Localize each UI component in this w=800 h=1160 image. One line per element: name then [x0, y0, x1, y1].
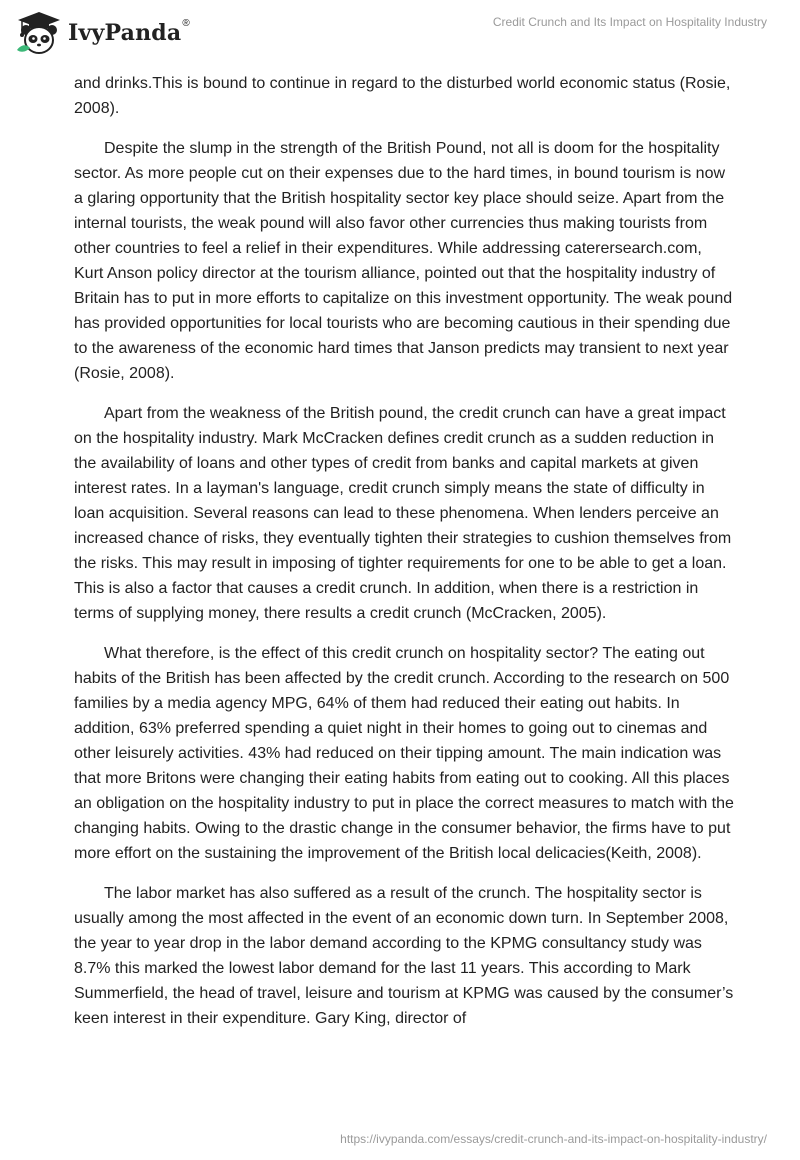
essay-body — [74, 71, 734, 1046]
page-header — [0, 0, 800, 70]
panda-graduate-icon — [14, 10, 64, 56]
paragraph: The labor market has also suffered as a result of the crunch. The hospitality sector is usually among the most affected in the event of an economic down turn. In September 2008, the year to year drop in the labor demand according to the KPMG consultancy study was 8.7% this marked the lowest labor demand for the last 11 years. This according to Mark Summerfield, the head of travel, leisure and tourism at KPMG was caused by the consumer’s keen interest in their expenditure. Gary King, director of — [74, 885, 734, 1027]
brand-name: IvyPanda® — [68, 18, 190, 46]
ivypanda-logo[interactable] — [14, 10, 224, 56]
paragraph: and drinks.This is bound to continue in regard to the disturbed world economic status (Rosie, 2008). — [74, 75, 731, 117]
document-title: Credit Crunch and Its Impact on Hospitality Industry — [492, 15, 767, 29]
paragraph: Apart from the weakness of the British pound, the credit crunch can have a great impact on the hospitality industry. Mark McCracken defines credit crunch as a sudden reduction in the availability of loans and other types of credit from banks and capital markets at given interest rates. In a layman's language, credit crunch simply means the state of difficulty in loan acquisition. Several reasons can lead to these phenomena. When lenders perceive an increased chance of risks, they eventually tighten their strategies to cushion themselves from the risks. This may result in imposing of tighter requirements for one to be able to get a loan. This is also a factor that causes a credit crunch. In addition, when there is a restriction in terms of supplying money, there results a credit crunch (McCracken, 2005). — [74, 405, 732, 622]
source-url[interactable]: https://ivypanda.com/essays/credit-crunch-and-its-impact-on-hospitality-industry/ — [340, 1132, 767, 1146]
paragraph: Despite the slump in the strength of the British Pound, not all is doom for the hospitality sector. As more people cut on their expenses due to the hard times, in bound tourism is now a glaring opportunity that the British hospitality sector key place should seize. Apart from the internal tourists, the weak pound will also favor other currencies thus making tourists from other countries to feel a relief in their expenditures. While addressing caterersearch.com, Kurt Anson policy director at the tourism alliance, pointed out that the hospitality industry of Britain has to put in more efforts to capitalize on this investment opportunity. The weak pound has provided opportunities for local tourists who are becoming cautious in their spending due to the awareness of the economic hard times that Janson predicts may transient to next year (Rosie, 2008). — [74, 140, 733, 382]
paragraph: What therefore, is the effect of this credit crunch on hospitality sector? The eating out habits of the British has been affected by the credit crunch. According to the research on 500 families by a media agency MPG, 64% of them had reduced their eating out habits. In addition, 63% preferred spending a quiet night in their homes to going out to cinemas and other leisurely activities. 43% had reduced on their tipping amount. The main indication was that more Britons were changing their eating habits from eating out to cooking. All this places an obligation on the hospitality industry to put in place the correct measures to match with the changing habits. Owing to the drastic change in the consumer behavior, the firms have to put more effort on the sustaining the improvement of the British local delicacies(Keith, 2008). — [74, 645, 734, 862]
